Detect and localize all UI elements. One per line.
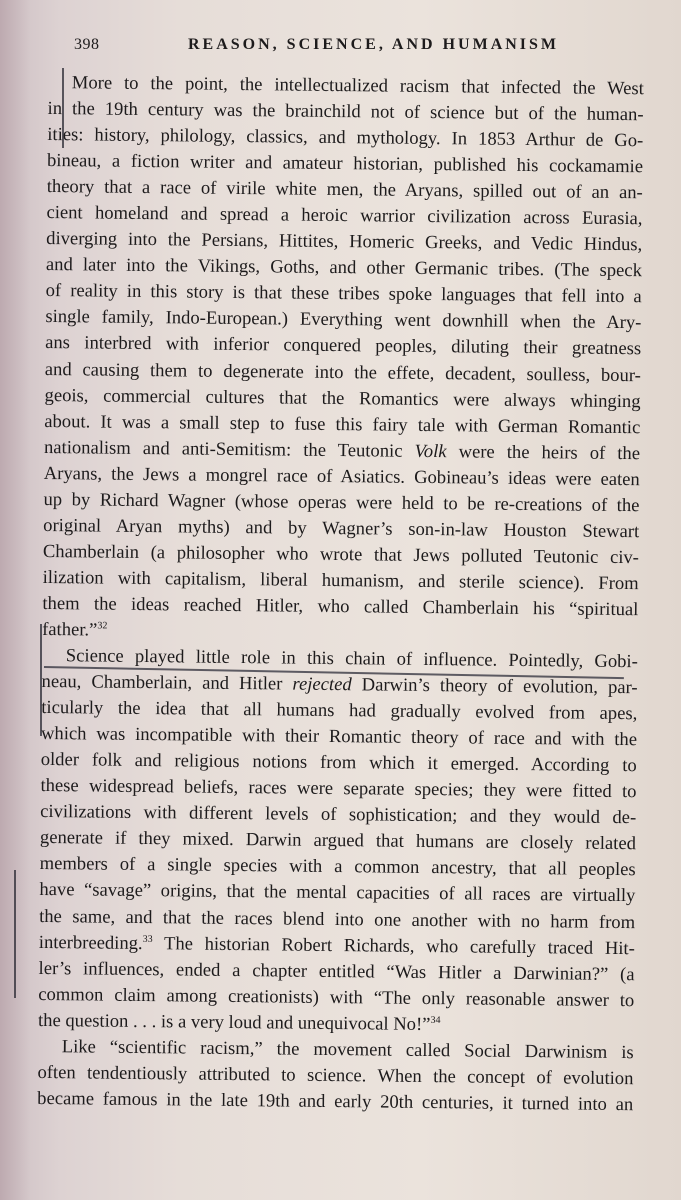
text-line: diverging into the Persians, Hittites, Homeric Greeks, and Vedic Hindus, — [46, 228, 643, 256]
text-line: geois, commercial cultures that the Romantics were always whinging — [44, 384, 641, 412]
text-segment: the question . . . is a very loud and unequivocal No!” — [37, 1009, 431, 1035]
text-line: ticularly the idea that all humans had gradually evolved from apes, — [41, 697, 638, 725]
text-line: about. It was a small step to fuse this fairy tale with German Romantic — [44, 410, 641, 438]
text-line: cient homeland and spread a heroic warrior civilization across Eurasia, — [46, 202, 643, 230]
margin-pen-mark-3 — [14, 870, 16, 998]
text-line: and later into the Vikings, Goths, and other Germanic tribes. (The speck — [45, 254, 643, 282]
page-header — [72, 34, 652, 60]
text-line: More to the point, the intellectualized racism that infected the West — [71, 72, 644, 100]
text-segment: interbreeding. — [38, 931, 143, 954]
text-line: Like “scientific racism,” the movement called Social Darwinism is — [61, 1035, 634, 1063]
text-line: Aryans, the Jews a mongrel race of Asiatics. Gobineau’s ideas were eaten — [43, 462, 640, 490]
paragraph-3 — [37, 1034, 634, 1118]
text-line: ler’s influences, ended a chapter entitled “Was Hitler a Darwinian?” (a — [38, 957, 635, 985]
text-line: original Aryan myths) and by Wagner’s son-in-law Houston Stewart — [43, 514, 640, 543]
paragraph-1 — [42, 70, 644, 649]
footnote-ref-34: 34 — [430, 1014, 441, 1026]
text-line: older folk and religious notions from which it emerged. According to — [40, 749, 637, 777]
running-head: REASON, SCIENCE, AND HUMANISM — [188, 36, 560, 53]
text-line: often tendentiously attributed to science. When the concept of evolution — [37, 1061, 634, 1089]
body-text — [37, 70, 644, 1118]
page-gutter-shadow — [0, 0, 30, 1200]
text-line: them the ideas reached Hitler, who called Chamberlain his “spiritual — [42, 592, 639, 621]
text-line: theory that a race of virile white men, the Aryans, spilled out of an an- — [46, 176, 643, 204]
text-line: common claim among creationists) with “The only reasonable answer to — [38, 983, 635, 1011]
text-line: which was incompatible with their Romantic theory of race and with the — [40, 723, 638, 751]
text-line: ans interbred with inferior conquered peoples, diluting their greatness — [45, 332, 642, 360]
text-line: in the 19th century was the brainchild not of science but of the human- — [47, 98, 644, 126]
text-line: Chamberlain (a philosopher who wrote that Jews polluted Teutonic civ- — [42, 540, 640, 569]
text-line: the same, and that the races blend into one another with no harm from — [39, 905, 636, 933]
text-segment: were the heirs of the — [446, 440, 641, 464]
text-segment: father.” — [42, 618, 98, 641]
paragraph-2 — [38, 643, 638, 1040]
text-segment: Darwin’s theory of evolution, par- — [351, 674, 638, 699]
footnote-ref-33: 33 — [142, 933, 153, 945]
text-line: have “savage” origins, that the mental capacities of all races are virtually — [39, 879, 636, 907]
text-line: of reality in this story is that these tribes spoke languages that fell into a — [45, 280, 642, 308]
footnote-ref-32: 32 — [97, 620, 108, 632]
text-line: ilization with capitalism, liberal humanism, and sterile science). From — [42, 566, 639, 595]
text-line: ities: history, philology, classics, and mythology. In 1853 Arthur de Go- — [47, 124, 644, 152]
text-line: bineau, a fiction writer and amateur historian, published his cockamamie — [46, 150, 644, 178]
text-segment: neau, Chamberlain, and Hitler — [41, 671, 293, 695]
text-line: Science played little role in this chain of influence. Pointedly, Gobi- — [65, 645, 638, 673]
text-line: single family, Indo-European.) Everything went downhill when the Ary- — [45, 306, 642, 334]
text-segment: nationalism and anti-Semitism: the Teutonic — [43, 436, 415, 462]
text-line: these widespread beliefs, races were separate species; they were fitted to — [40, 775, 637, 803]
text-line: members of a single species with a common ancestry, that all peoples — [39, 853, 636, 881]
text-line: civilizations with different levels of sophistication; and they would de- — [40, 801, 637, 829]
page-number: 398 — [74, 36, 100, 53]
italic-word-volk: Volk — [414, 440, 447, 462]
text-line: generate if they mixed. Darwin argued that humans are closely related — [39, 827, 637, 855]
text-segment: The historian Robert Richards, who carefully traced Hit- — [152, 932, 635, 959]
italic-word-rejected: rejected — [292, 673, 352, 696]
text-line: became famous in the late 19th and early 20th centuries, it turned into an — [37, 1087, 634, 1116]
text-line: and causing them to degenerate into the effete, decadent, soulless, bour- — [44, 358, 641, 386]
text-line: up by Richard Wagner (whose operas were held to be re-creations of the — [43, 488, 640, 516]
